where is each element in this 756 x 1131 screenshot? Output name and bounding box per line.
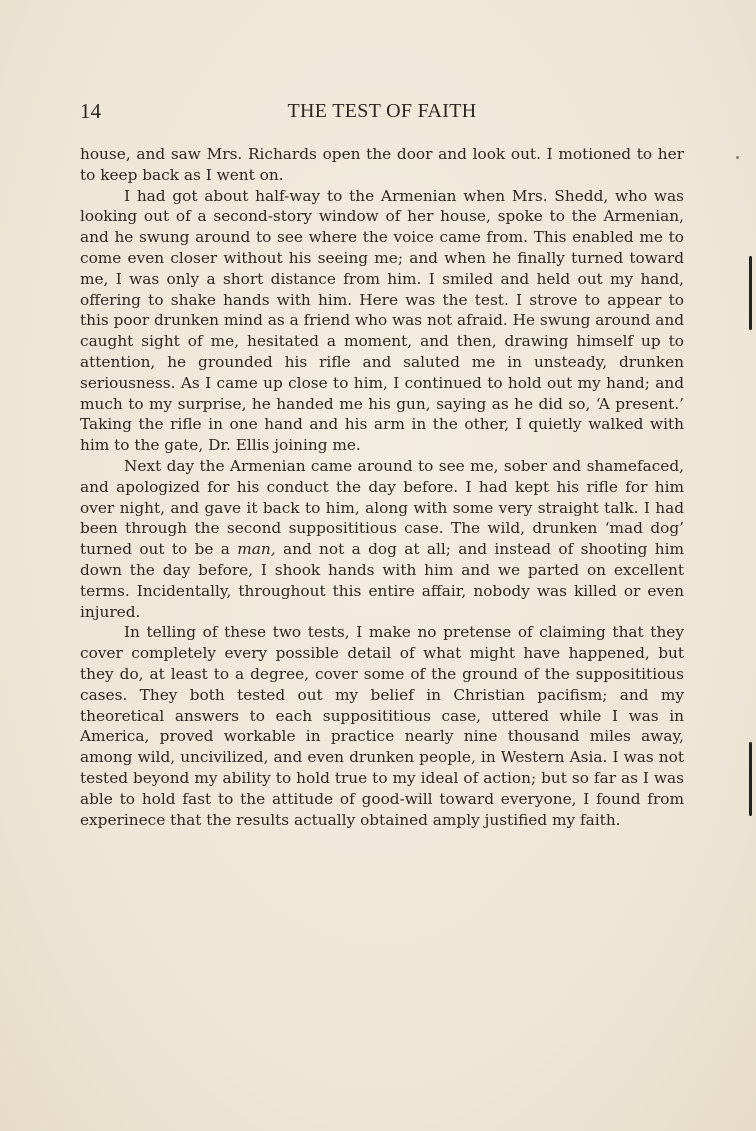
paragraph-3: [80, 456, 684, 622]
page-header: [80, 98, 684, 126]
paragraph-3-text-start: Next day the Armenian came around to see me, sober and shamefaced, and apologized for his conduct the day before. I had kept his rifle for him over night, and gave it back to him, along with some very straight talk. I had been through the second supposititious case. The wild, drunken ‘mad dog’ turned out to be a: [80, 456, 684, 559]
binding-edge-mark-bottom: [749, 742, 752, 816]
emphasis-man: man,: [237, 540, 276, 559]
paragraph-1: house, and saw Mrs. Richards open the door and look out. I motioned to her to keep back as I went on.: [80, 145, 684, 184]
paragraph-3-text-end: and not a dog at all; and instead of shooting him down the day before, I shook hands with him and we parted on excellent terms. Incidentally, throughout this entire affair, nobody was killed or even injured.: [80, 540, 684, 621]
paper-speck: [736, 156, 739, 159]
binding-edge-mark-top: [749, 256, 752, 330]
body-text: [80, 144, 684, 830]
paragraph-2: I had got about half-way to the Armenian when Mrs. Shedd, who was looking out of a second-story window of her house, spoke to the Armenian, and he swung around to see where the voice came from. This enabled me to come even closer without his seeing me; and when he finally turned toward me, I was only a short distance from him. I smiled and held out my hand, offering to shake hands with him. Here was the test. I strove to appear to this poor drunken mind as a friend who was not afraid. He swung around and caught sight of me, hesitated a moment, and then, drawing himself up to attention, he grounded his rifle and saluted me in unsteady, drunken seriousness. As I came up close to him, I continued to hold out my hand; and much to my surprise, he handed me his gun, saying as he did so, ‘A present.’ Taking the rifle in one hand and his arm in the other, I quietly walked with him to the gate, Dr. Ellis joining me.: [80, 186, 684, 455]
page-number: 14: [80, 99, 101, 123]
running-title: THE TEST OF FAITH: [287, 100, 477, 122]
paragraph-4: In telling of these two tests, I make no pretense of claiming that they cover completely every possible detail of what might have happened, but they do, at least to a degree, cover some of the ground of the supposititious cases. They both tested out my belief in Christian pacifism; and my theoretical answers to each supposititious case, uttered while I was in America, proved workable in practice nearly nine thousand miles away, among wild, uncivilized, and even drunken people, in Western Asia. I was not tested beyond my ability to hold true to my ideal of action; but so far as I was able to hold fast to the attitude of good-will toward everyone, I found from experinece that the results actually obtained amply justified my faith.: [80, 623, 684, 829]
